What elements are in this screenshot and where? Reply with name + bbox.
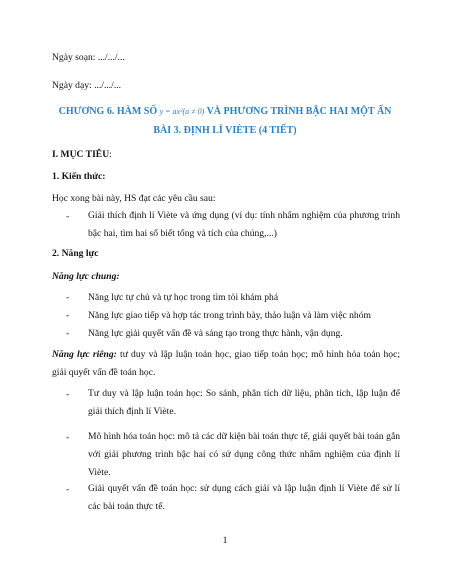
prep-date: Ngày soạn: .../.../... bbox=[52, 52, 125, 63]
skills-heading: 2. Năng lực bbox=[52, 248, 99, 259]
bullet-dash: - bbox=[66, 328, 70, 339]
bullet-dash: - bbox=[66, 389, 70, 400]
bullet-dash: - bbox=[66, 484, 70, 495]
knowledge-intro: Học xong bài này, HS đạt các yêu cầu sau: bbox=[52, 193, 216, 204]
section-heading-objectives: I. MỤC TIÊU: bbox=[52, 149, 112, 160]
chapter-formula: y = ax²(a ≠ 0) bbox=[159, 107, 205, 116]
specific-item: Mô hình hóa toán học: mô tả các dữ kiện bài toán thực tế, giải quyết bài toán gắn với giải phương trình bậc hai có sử dụng công thức nhẩm nghiệm của định lí Viète. bbox=[88, 431, 400, 478]
bullet-dash: - bbox=[66, 292, 70, 303]
specific-item: Tư duy và lập luận toán học: So sánh, phân tích dữ liệu, phân tích, lập luận để giải thích định lí Viète. bbox=[88, 388, 400, 417]
chapter-title-suffix: VÀ PHƯƠNG TRÌNH BẬC HAI MỘT ẨN bbox=[206, 106, 392, 117]
general-item: Năng lực tự chủ và tự học trong tìm tòi khám phá bbox=[88, 292, 279, 303]
knowledge-item: Giải thích định lí Viète và ứng dụng (ví dụ: tính nhẩm nghiệm của phương trình bậc hai, tìm hai số biết tổng và tích của chúng,...) bbox=[88, 210, 400, 239]
knowledge-heading: 1. Kiến thức: bbox=[52, 171, 106, 182]
general-skills-heading: Năng lực chung: bbox=[52, 271, 120, 282]
teach-date: Ngày dạy: .../.../... bbox=[52, 80, 122, 91]
bullet-dash: - bbox=[66, 432, 70, 443]
chapter-title-prefix: CHƯƠNG 6. HÀM SỐ bbox=[58, 106, 158, 117]
chapter-title bbox=[0, 106, 450, 117]
page-number: 1 bbox=[222, 535, 228, 546]
general-item: Năng lực giải quyết vấn đề và sáng tạo trong thực hành, vận dụng. bbox=[88, 328, 343, 339]
general-item: Năng lực giao tiếp và hợp tác trong trình bày, thảo luận và làm việc nhóm bbox=[88, 310, 371, 321]
lesson-title: BÀI 3. ĐỊNH LÍ VIÈTE (4 TIẾT) bbox=[153, 125, 297, 136]
specific-skills-paragraph: Năng lực riêng: tư duy và lập luận toán học, giao tiếp toán học; mô hình hóa toán học; giải quyết vấn đề toán học. bbox=[52, 349, 400, 378]
bullet-dash: - bbox=[66, 211, 70, 222]
bullet-dash: - bbox=[66, 310, 70, 321]
specific-item: Giải quyết vấn đề toán học: sử dụng cách giải và lập luận định lí Viète để sử lí các bài toán thực tế. bbox=[88, 483, 400, 512]
